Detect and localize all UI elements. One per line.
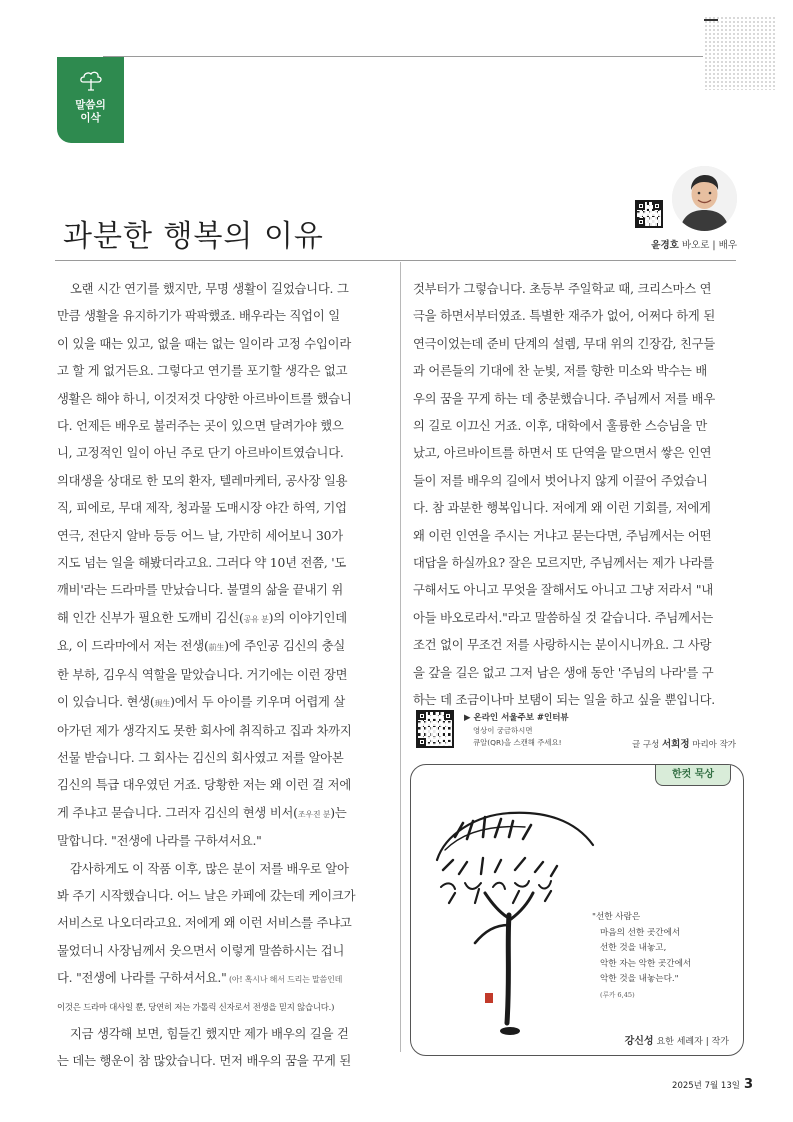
quote-line: 선한 것을 내놓고, — [600, 943, 667, 953]
body-line: 이 있을 때는 있고, 없을 때는 없는 일이라 고정 수입이라 — [57, 336, 352, 351]
artist-role: 작가 — [711, 1037, 729, 1047]
body-line: 직, 피에로, 무대 제작, 청과물 도매시장 야간 하역, 기업 — [57, 501, 347, 516]
page-footer — [672, 1073, 753, 1092]
quote-line: 마음의 선한 곳간에서 — [600, 927, 681, 938]
body-line: 고 할 게 없거든요. 그렇다고 연기를 포기할 생각은 없고 — [57, 364, 348, 379]
promo-title: ▶ 온라인 서울주보 #인터뷰 — [464, 713, 569, 723]
body-line: 다. 언제든 배우로 불러주는 곳이 있으면 달려가야 했으 — [57, 419, 344, 434]
promo-line: 큐알(QR)을 스캔해 주세요! — [473, 738, 562, 747]
body-line: 다. 참 과분한 행복입니다. 저에게 왜 이런 기회를, 저에게 — [413, 501, 711, 516]
body-line: 깨비'라는 드라마를 만났습니다. 불멸의 삶을 끝내기 위 — [57, 583, 344, 598]
body-line: 말합니다. "전생에 나라를 구하셔서요." — [57, 834, 262, 849]
body-line: 의대생을 상대로 한 모의 환자, 텔레마케터, 공사장 일용 — [57, 473, 348, 488]
body-text: 해 인간 신부가 필요한 도깨비 김신( — [57, 610, 244, 625]
body-line: 들이 저를 배우의 길에서 벗어나지 않게 이끌어 주었습니 — [413, 473, 708, 488]
body-text: )에 주인공 김신의 충실 — [224, 639, 346, 654]
body-line: 아들 바오로라서."라고 말씀하실 것 같습니다. 주님께서는 — [413, 610, 714, 625]
author-name: 윤경호 — [651, 240, 679, 251]
body-line: 의 길로 이끄신 거죠. 이후, 대학에서 훌륭한 스승님을 만 — [413, 419, 708, 434]
body-text: 게 주냐고 묻습니다. 그러자 김신의 현생 비서( — [57, 805, 298, 820]
body-line: 하는 데 조금이나마 보탬이 되는 일을 하고 싶을 뿐입니다. — [413, 693, 715, 708]
body-line: 조건 없이 무조건 저를 사랑하시는 분이시니까요. 그 사랑 — [413, 638, 712, 653]
body-line: 구해서도 아니고 무엇을 잘해서도 아니고 그냥 저라서 "내 — [413, 583, 714, 598]
scripture-quote — [592, 910, 691, 1003]
corner-dot-pattern — [704, 16, 776, 90]
quote-line: 악한 것을 내놓는다." — [600, 974, 679, 984]
byline-separator: | — [712, 240, 716, 251]
annotation-text: 공유 분 — [243, 614, 269, 624]
body-line — [57, 800, 387, 828]
online-promo — [416, 708, 666, 753]
qr-code-icon[interactable] — [416, 710, 454, 748]
author-byline — [651, 237, 737, 251]
qr-code-icon — [635, 200, 663, 228]
body-line: 났고, 아르바이트를 하면서 또 단역을 맡으면서 쌓은 인연 — [413, 446, 712, 461]
meditation-box — [410, 764, 744, 1056]
body-line: 우의 꿈을 꾸게 하는 데 충분했습니다. 주님께서 저를 배우 — [413, 391, 715, 406]
body-note: 이것은 드라마 대사일 뿐, 당연히 저는 가톨릭 신자로서 전생을 믿지 않습니다.) — [57, 1001, 335, 1012]
body-text: 다. "전생에 나라를 구하셔서요." — [57, 971, 227, 986]
body-line: 한 부하, 김우식 역할을 맡았습니다. 거기에는 이런 장면 — [57, 667, 348, 682]
author-baptismal-name: 바오로 — [681, 240, 710, 251]
issue-date: 2025년 7월 13일 — [672, 1081, 740, 1091]
body-line: 왜 이런 인연을 주시는 거냐고 묻는다면, 주님께서는 어떤 — [413, 528, 712, 543]
body-line — [57, 605, 387, 633]
article-title: 과분한 행복의 이유 — [63, 219, 324, 254]
author-portrait — [672, 166, 737, 231]
quote-reference: (루카 6,45) — [600, 990, 635, 999]
body-line: 니, 고정적인 일이 아닌 주로 단기 아르바이트였습니다. — [57, 446, 344, 461]
body-line: 서비스로 나오더라고요. 저에게 왜 이런 서비스를 주냐고 — [57, 916, 352, 931]
author-role: 배우 — [718, 240, 737, 251]
body-line: 물었더니 사장님께서 웃으면서 이렇게 말씀하시는 겁니 — [57, 943, 345, 958]
corner-tick-mark — [704, 19, 718, 21]
body-line: 극을 하면서부터였죠. 특별한 재주가 없어, 어쩌다 하게 된 — [413, 309, 715, 324]
body-line: 지도 넘는 일을 해봤더라고요. 그러다 약 10년 전쯤, '도 — [57, 556, 347, 571]
artist-baptismal-name: 요한 세례자 — [656, 1037, 703, 1047]
body-line: 오랜 시간 연기를 했지만, 무명 생활이 길었습니다. 그 — [70, 282, 349, 296]
section-tab-label — [57, 99, 124, 125]
credit-role: 마리아 작가 — [692, 740, 736, 750]
body-line: 만큼 생활을 유지하기가 팍팍했죠. 배우라는 직업이 일 — [57, 309, 340, 324]
body-line: 선물 받습니다. 그 회사는 김신의 회사였고 저를 알아본 — [57, 750, 344, 765]
meditation-tab-label: 한컷 묵상 — [655, 765, 731, 786]
body-line: 대답을 하실까요? 잘은 모르지만, 주님께서는 제가 나라를 — [413, 556, 714, 571]
body-line: 것부터가 그렇습니다. 초등부 주일학교 때, 크리스마스 연 — [413, 282, 712, 296]
body-line — [57, 689, 387, 717]
artist-credit — [625, 1032, 729, 1047]
body-text: )에서 두 아이를 키우며 어렵게 살 — [170, 695, 346, 710]
promo-line: 영상이 궁금하시면 — [473, 726, 533, 735]
body-line — [57, 633, 387, 661]
editor-credit — [632, 736, 736, 750]
column-divider — [400, 262, 401, 1052]
body-line: 과 어른들의 기대에 찬 눈빛, 저를 향한 미소와 박수는 배 — [413, 364, 708, 379]
section-tab-line2: 이삭 — [80, 112, 101, 124]
annotation-text: 現生 — [154, 699, 171, 709]
body-line: 아가던 제가 생각지도 못한 회사에 취직하고 집과 차까지 — [57, 723, 352, 738]
article-left-column — [57, 276, 387, 1076]
body-line: 지금 생각해 보면, 힘들긴 했지만 제가 배우의 길을 걷 — [70, 1026, 349, 1041]
credit-name: 서희정 — [662, 739, 690, 750]
body-text: )는 — [330, 805, 347, 820]
artist-separator: | — [705, 1037, 709, 1047]
body-text: )의 이야기인데 — [268, 610, 347, 625]
article-right-column — [413, 276, 738, 715]
body-line: 는 데는 행운이 참 많았습니다. 먼저 배우의 꿈을 꾸게 된 — [57, 1054, 352, 1069]
body-line: 을 갚을 길은 없고 그저 남은 생애 동안 '주님의 나라'를 구 — [413, 665, 714, 680]
quote-line: 악한 자는 악한 곳간에서 — [600, 958, 692, 969]
calligraphy-tree-artwork — [415, 775, 615, 1040]
credit-prefix: 글 구성 — [631, 740, 660, 750]
body-top-rule — [55, 260, 736, 261]
section-tab — [57, 57, 124, 143]
page-number: 3 — [743, 1077, 753, 1092]
body-line: 연극, 전단지 알바 등등 어느 날, 가만히 세어보니 30가 — [57, 528, 343, 543]
body-line: 생활은 해야 하니, 이것저것 다양한 아르바이트를 했습니 — [57, 391, 352, 406]
body-text: 이 있습니다. 현생( — [57, 695, 155, 710]
body-line: 김신의 특급 대우였던 거죠. 당황한 저는 왜 이런 걸 저에 — [57, 778, 352, 793]
body-line: 봐 주기 시작했습니다. 어느 날은 카페에 갔는데 케이크가 — [57, 888, 356, 903]
annotation-text: (아! 혹시나 해서 드리는 말씀인데 — [226, 975, 343, 985]
quote-line: "선한 사람은 — [592, 912, 641, 922]
author-avatar — [672, 166, 737, 231]
annotation-text: 前生 — [208, 643, 225, 653]
section-tab-line1: 말씀의 — [75, 99, 106, 111]
tree-icon — [79, 71, 103, 93]
body-text: 요, 이 드라마에서 저는 전생( — [57, 639, 209, 654]
annotation-text: 조우진 분 — [297, 809, 331, 819]
header-rule — [103, 56, 703, 57]
body-line — [57, 965, 387, 993]
body-line: 연극이었는데 준비 단계의 설렘, 무대 위의 긴장감, 친구들 — [413, 336, 715, 351]
body-line: 감사하게도 이 작품 이후, 많은 분이 저를 배우로 알아 — [70, 861, 349, 876]
artist-name: 강신성 — [624, 1036, 654, 1047]
